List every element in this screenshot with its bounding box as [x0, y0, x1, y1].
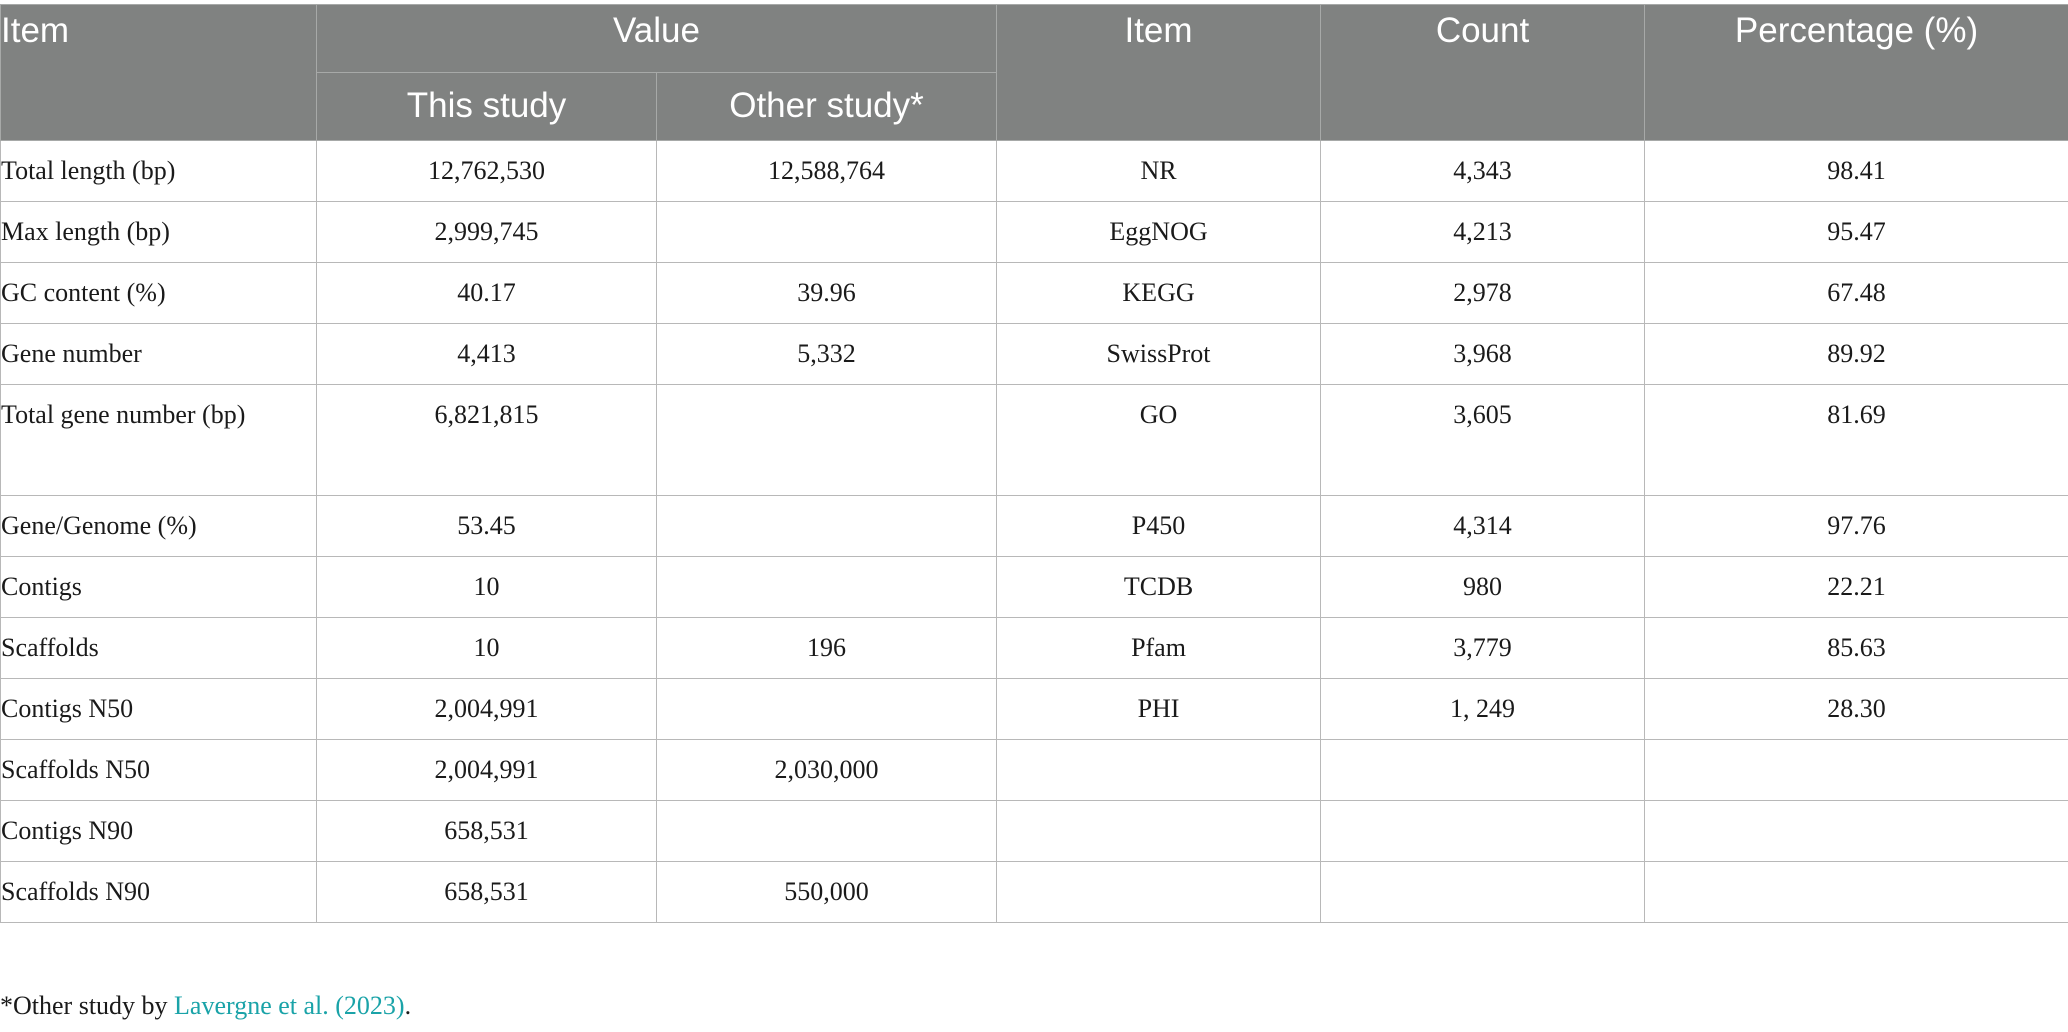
table-row	[1, 385, 2068, 496]
other-study-cell	[657, 557, 997, 618]
this-study-cell: 658,531	[317, 801, 657, 862]
percentage-cell: 98.41	[1645, 141, 2068, 202]
item-cell: Scaffolds N50	[1, 740, 317, 801]
database-cell: SwissProt	[997, 324, 1321, 385]
this-study-cell: 2,999,745	[317, 202, 657, 263]
percentage-cell: 95.47	[1645, 202, 2068, 263]
table-row	[1, 202, 2068, 263]
item-cell: GC content (%)	[1, 263, 317, 324]
genome-stats-table	[0, 4, 2068, 923]
other-study-cell	[657, 202, 997, 263]
other-study-cell: 196	[657, 618, 997, 679]
header-item-left: Item	[1, 5, 317, 141]
database-cell: GO	[997, 385, 1321, 496]
citation-link[interactable]: Lavergne et al. (2023)	[174, 991, 405, 1020]
table-row	[1, 496, 2068, 557]
count-cell	[1321, 862, 1645, 923]
database-cell: Pfam	[997, 618, 1321, 679]
percentage-cell	[1645, 740, 2068, 801]
other-study-cell	[657, 801, 997, 862]
item-cell: Contigs N90	[1, 801, 317, 862]
percentage-cell: 28.30	[1645, 679, 2068, 740]
table-row	[1, 324, 2068, 385]
item-cell: Gene number	[1, 324, 317, 385]
percentage-cell: 67.48	[1645, 263, 2068, 324]
header-item-right: Item	[997, 5, 1321, 141]
table-row	[1, 862, 2068, 923]
other-study-cell: 12,588,764	[657, 141, 997, 202]
table-row	[1, 801, 2068, 862]
this-study-cell: 6,821,815	[317, 385, 657, 496]
header-percentage: Percentage (%)	[1645, 5, 2068, 141]
item-cell: Scaffolds	[1, 618, 317, 679]
database-cell: PHI	[997, 679, 1321, 740]
database-cell: KEGG	[997, 263, 1321, 324]
count-cell: 3,605	[1321, 385, 1645, 496]
other-study-cell: 2,030,000	[657, 740, 997, 801]
table-row	[1, 141, 2068, 202]
count-cell: 980	[1321, 557, 1645, 618]
item-cell: Max length (bp)	[1, 202, 317, 263]
other-study-cell: 550,000	[657, 862, 997, 923]
header-count: Count	[1321, 5, 1645, 141]
header-other-study: Other study*	[657, 73, 997, 141]
this-study-cell: 40.17	[317, 263, 657, 324]
item-cell: Total gene number (bp)	[1, 385, 317, 496]
database-cell: P450	[997, 496, 1321, 557]
this-study-cell: 2,004,991	[317, 679, 657, 740]
table-row	[1, 618, 2068, 679]
count-cell: 2,978	[1321, 263, 1645, 324]
this-study-cell: 658,531	[317, 862, 657, 923]
header-value-group: Value	[317, 5, 997, 73]
footnote-suffix: .	[404, 991, 412, 1020]
count-cell	[1321, 801, 1645, 862]
percentage-cell: 81.69	[1645, 385, 2068, 496]
this-study-cell: 12,762,530	[317, 141, 657, 202]
footnote-prefix: *Other study by	[0, 991, 175, 1020]
item-cell: Total length (bp)	[1, 141, 317, 202]
percentage-cell: 89.92	[1645, 324, 2068, 385]
database-cell	[997, 801, 1321, 862]
percentage-cell	[1645, 801, 2068, 862]
count-cell: 4,213	[1321, 202, 1645, 263]
count-cell	[1321, 740, 1645, 801]
other-study-cell: 39.96	[657, 263, 997, 324]
table-body	[1, 141, 2068, 923]
database-cell: NR	[997, 141, 1321, 202]
database-cell: EggNOG	[997, 202, 1321, 263]
other-study-cell	[657, 679, 997, 740]
this-study-cell: 4,413	[317, 324, 657, 385]
database-cell	[997, 740, 1321, 801]
percentage-cell: 97.76	[1645, 496, 2068, 557]
item-cell: Contigs N50	[1, 679, 317, 740]
item-cell: Contigs	[1, 557, 317, 618]
table-row	[1, 679, 2068, 740]
item-cell: Gene/Genome (%)	[1, 496, 317, 557]
count-cell: 4,343	[1321, 141, 1645, 202]
percentage-cell	[1645, 862, 2068, 923]
this-study-cell: 53.45	[317, 496, 657, 557]
database-cell: TCDB	[997, 557, 1321, 618]
header-this-study: This study	[317, 73, 657, 141]
count-cell: 1, 249	[1321, 679, 1645, 740]
count-cell: 3,968	[1321, 324, 1645, 385]
percentage-cell: 22.21	[1645, 557, 2068, 618]
other-study-cell: 5,332	[657, 324, 997, 385]
percentage-cell: 85.63	[1645, 618, 2068, 679]
other-study-cell	[657, 385, 997, 496]
this-study-cell: 2,004,991	[317, 740, 657, 801]
table-row	[1, 557, 2068, 618]
database-cell	[997, 862, 1321, 923]
item-cell: Scaffolds N90	[1, 862, 317, 923]
count-cell: 3,779	[1321, 618, 1645, 679]
this-study-cell: 10	[317, 557, 657, 618]
table-row	[1, 740, 2068, 801]
other-study-cell	[657, 496, 997, 557]
table-footnote	[0, 988, 411, 1024]
table-row	[1, 263, 2068, 324]
count-cell: 4,314	[1321, 496, 1645, 557]
this-study-cell: 10	[317, 618, 657, 679]
table-header	[1, 5, 2068, 141]
